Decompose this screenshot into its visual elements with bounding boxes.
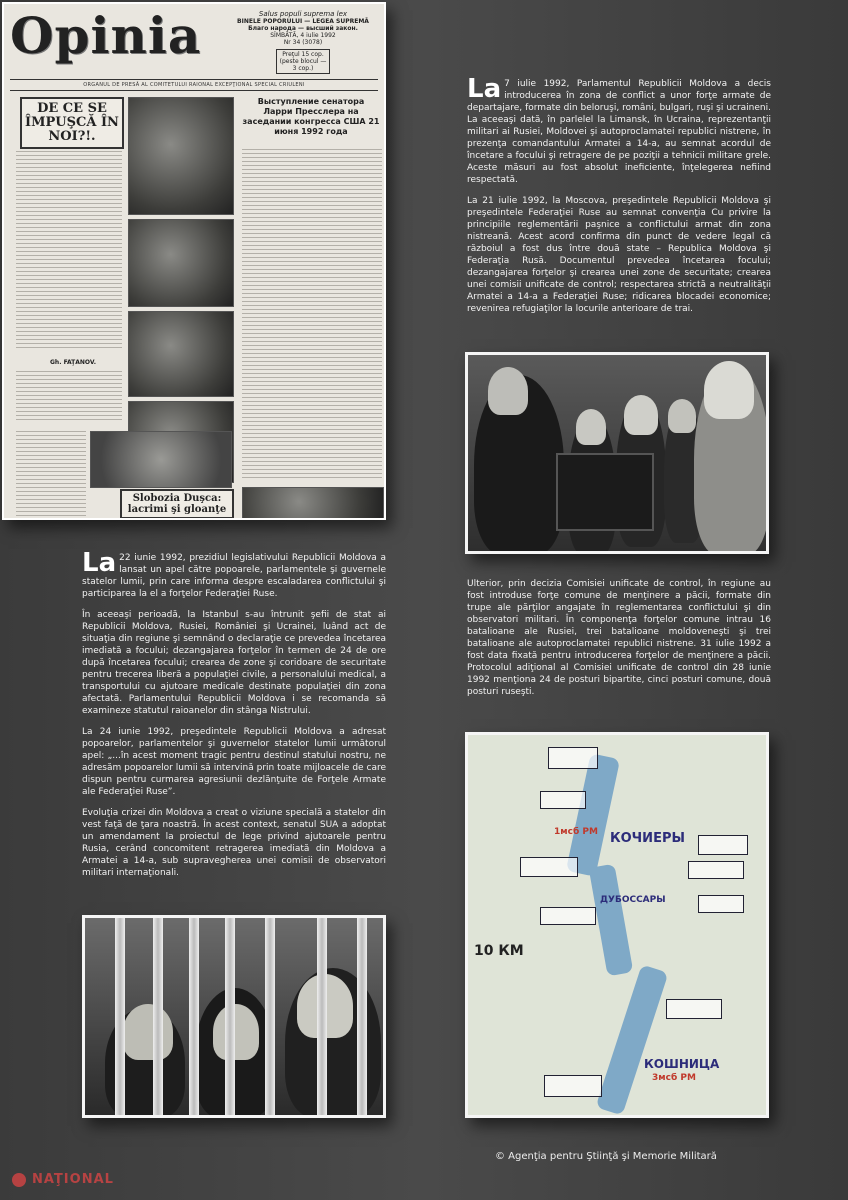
newspaper-column-text (16, 371, 122, 421)
paragraph (467, 74, 771, 186)
map-label: 1мсб РМ (554, 827, 598, 837)
photo-face (576, 409, 606, 445)
paragraph: La 24 iunie 1992, preşedintele Republicii Moldova a adresat popoarelor, parlamentelor şi guvernelor statelor lumii următorul apel: „...în acest moment tragic pentru destinul statului nostru, ne adresăm popoarelor lumii să intervină prin toate mijloacele de care dispun pentru curmarea agresiunii dezlănţuite de Forţele Armate ale Federaţiei Ruse”. (82, 727, 386, 797)
photo-prisoners-behind-bars (82, 915, 386, 1118)
map-post-label (698, 835, 748, 855)
map-post-label (520, 857, 578, 877)
newspaper-photo (128, 97, 234, 215)
newspaper-photo (128, 219, 234, 307)
prison-bar (265, 918, 275, 1115)
photo-signing-ceremony (465, 352, 769, 554)
photo-face (624, 395, 658, 435)
prison-bar (317, 918, 327, 1115)
newspaper-title: Opinia (10, 6, 202, 65)
newspaper-russian-headline: Выступление сенатора Ларри Пресслера на заседании конгресса США 21 июня 1992 года (242, 97, 380, 136)
newspaper-photo (242, 487, 384, 520)
dropcap: La (82, 548, 117, 578)
national-logo (12, 1172, 114, 1187)
prison-bar (189, 918, 199, 1115)
newspaper-motto: Salus populi suprema lex (258, 10, 348, 18)
map-label: ДУБОССАРЫ (600, 895, 666, 905)
photo-face (704, 361, 754, 419)
newspaper-signature: Gh. FAŢANOV. (50, 359, 96, 366)
photo-face (668, 399, 696, 433)
newspaper-photo-caption: Slobozia Duşca: lacrimi şi gloanţe (120, 489, 234, 519)
map-post-label (548, 747, 598, 769)
newspaper-organ: ORGANUL DE PRESĂ AL COMITETULUI RAIONAL EXCEPŢIONAL SPECIAL CRIULENI (10, 80, 378, 91)
newspaper-column-text (242, 149, 382, 479)
paragraph: Ulterior, prin decizia Comisiei unificate de control, în regiune au fost introduse forţe comune de menţinere a păcii, formate din trupe ale părţilor angajate în reglementarea conflictului şi din observatori militari. În componenţa forţelor comune intrau 16 batalioane ale Rusiei, trei batalioane moldoveneşti şi trei batalioane ale autoproclamatei republici nistrene. 31 iulie 1992 a fost data fixată pentru introducerea forţelor de menţinere a păcii. Protocolul adiţional al Comisiei unificate de control din 28 iunie 1992 menţiona 24 de posturi bipartite, cinci posturi comune, două posturi ruseşti. (467, 579, 771, 697)
newspaper-date: SÎMBĂTĂ, 4 iulie 1992 (270, 32, 336, 39)
map-label: 3мсб РМ (652, 1073, 696, 1083)
prison-bar (115, 918, 125, 1115)
logo-mark-icon (12, 1173, 26, 1187)
newspaper-subtitle-ru: Благо народа — высший закон. (248, 25, 358, 32)
prison-bar (153, 918, 163, 1115)
newspaper-column-text (16, 151, 122, 351)
map-post-label (540, 791, 586, 809)
photo-framed-document (556, 453, 654, 531)
paragraph (82, 548, 386, 600)
map-post-label (698, 895, 744, 913)
prison-bar (225, 918, 235, 1115)
newspaper-issue: Nr 34 (3078) (283, 39, 323, 46)
photo-face (488, 367, 528, 415)
photo-face (213, 1004, 259, 1060)
photo-face (123, 1004, 173, 1060)
dropcap: La (467, 74, 502, 104)
paragraph-text: 7 iulie 1992, Parlamentul Republicii Moldova a decis introducerea în zona de conflict a unor forţe armate de departajare, formate din beloruşi, români, bulgari, ruşi şi ucraineni. La aceeaşi dată, în parlelel la Limansk, în Ucraina, reprezentanţii militari ai Rusiei, Moldovei şi autoproclamatei republici nistrene, în prezenţa comandantului Armatei a 14-a, au semnat acordul de încetare a focului şi retragere de pe poziţii a tehnicii militare grele. Aceste măsuri au fost absolut ineficiente, înţelegerea nefiind respectată. (467, 79, 771, 185)
paragraph: În aceeaşi perioadă, la Istanbul s-au întrunit şefii de stat ai Republicii Moldova, Rusiei, României şi Ucrainei, luând act de situaţia din regiune şi semnând o declaraţie ce prevedea încetarea imediată a focului; dezangajarea forţelor în termen de 24 de ore după încetarea focului; crearea de zone şi coridoare de securitate pentru trecerea liberă a populaţiei civile, a personalului medical, a transportului cu ajutoare medicale destinate populaţiei din zona afectată. Parlamentului Republicii Moldova i se recomanda să examineze statutul raioanelor din stânga Nistrului. (82, 610, 386, 716)
text-block-peacekeeping (467, 578, 771, 707)
newspaper-price: Preţul 15 cop. (peste blocul — 3 cop.) (276, 49, 330, 74)
newspaper-column-text (16, 431, 86, 520)
photo-military-map (465, 732, 769, 1118)
paragraph-text: 22 iunie 1992, prezidiul legislativului Republicii Moldova a lansat un apel către popoarele, parlamentele şi guvernele statelor lumii, prin care informa despre escaladarea conflictului şi participarea la el a forţelor Federaţiei Ruse. (82, 553, 386, 599)
map-label: 10 КМ (474, 943, 524, 959)
paragraph: La 21 iulie 1992, la Moscova, preşedintele Republicii Moldova şi preşedintele Federaţiei Ruse au semnat convenţia Cu privire la principiile reglementării paşnice a conflictului armat din zona nistreană. Acest acord confirma din punct de vedere legal că războiul a fost dus între două state – Republica Moldova şi Federaţia Rusă. Documentul prevedea încetarea focului; dezangajarea forţelor şi crearea unei zone de securitate; crearea unei comisii unificate de control; respectarea strictă a neutralităţii Armatei a 14-a a Federaţiei Ruse; ridicarea blocadei economice; revenirea refugiaţilor la locurile anterioare de trai. (467, 196, 771, 314)
paragraph: Evoluţia crizei din Moldova a creat o viziune specială a statelor din vest faţă de ţara noastră. În acest context, senatul SUA a adoptat un amendament la proiectul de lege privind ajutoarele pentru Rusia, cerând concomitent retragerea imediată din Moldova a Armatei a 14-a, sub supravegherea unei comisii de observatori militari internaţionali. (82, 808, 386, 878)
newspaper-body (10, 91, 378, 520)
map-label: КОЧИЕРЫ (610, 831, 685, 846)
newspaper-opinia-image (2, 2, 386, 520)
newspaper-subtitle: BINELE POPORULUI — LEGEA SUPREMĂ (237, 18, 369, 25)
prison-bar (357, 918, 367, 1115)
map-post-label (688, 861, 744, 879)
map-post-label (544, 1075, 602, 1097)
map-post-label (540, 907, 596, 925)
newspaper-photo (128, 311, 234, 397)
newspaper-header-info (228, 10, 378, 77)
text-block-june-1992 (82, 548, 386, 888)
logo-text: NAŢIONAL (32, 1172, 114, 1187)
map-post-label (666, 999, 722, 1019)
newspaper-masthead (10, 6, 378, 80)
map-river (596, 964, 669, 1115)
text-block-july-1992 (467, 74, 771, 324)
newspaper-headline: DE CE SE ÎMPUŞCĂ ÎN NOI?!. (20, 97, 124, 149)
map-label: КОШНИЦА (644, 1057, 720, 1071)
newspaper-photo (90, 431, 232, 488)
photo-credit: © Agenţia pentru Ştiinţă şi Memorie Militară (495, 1151, 717, 1162)
